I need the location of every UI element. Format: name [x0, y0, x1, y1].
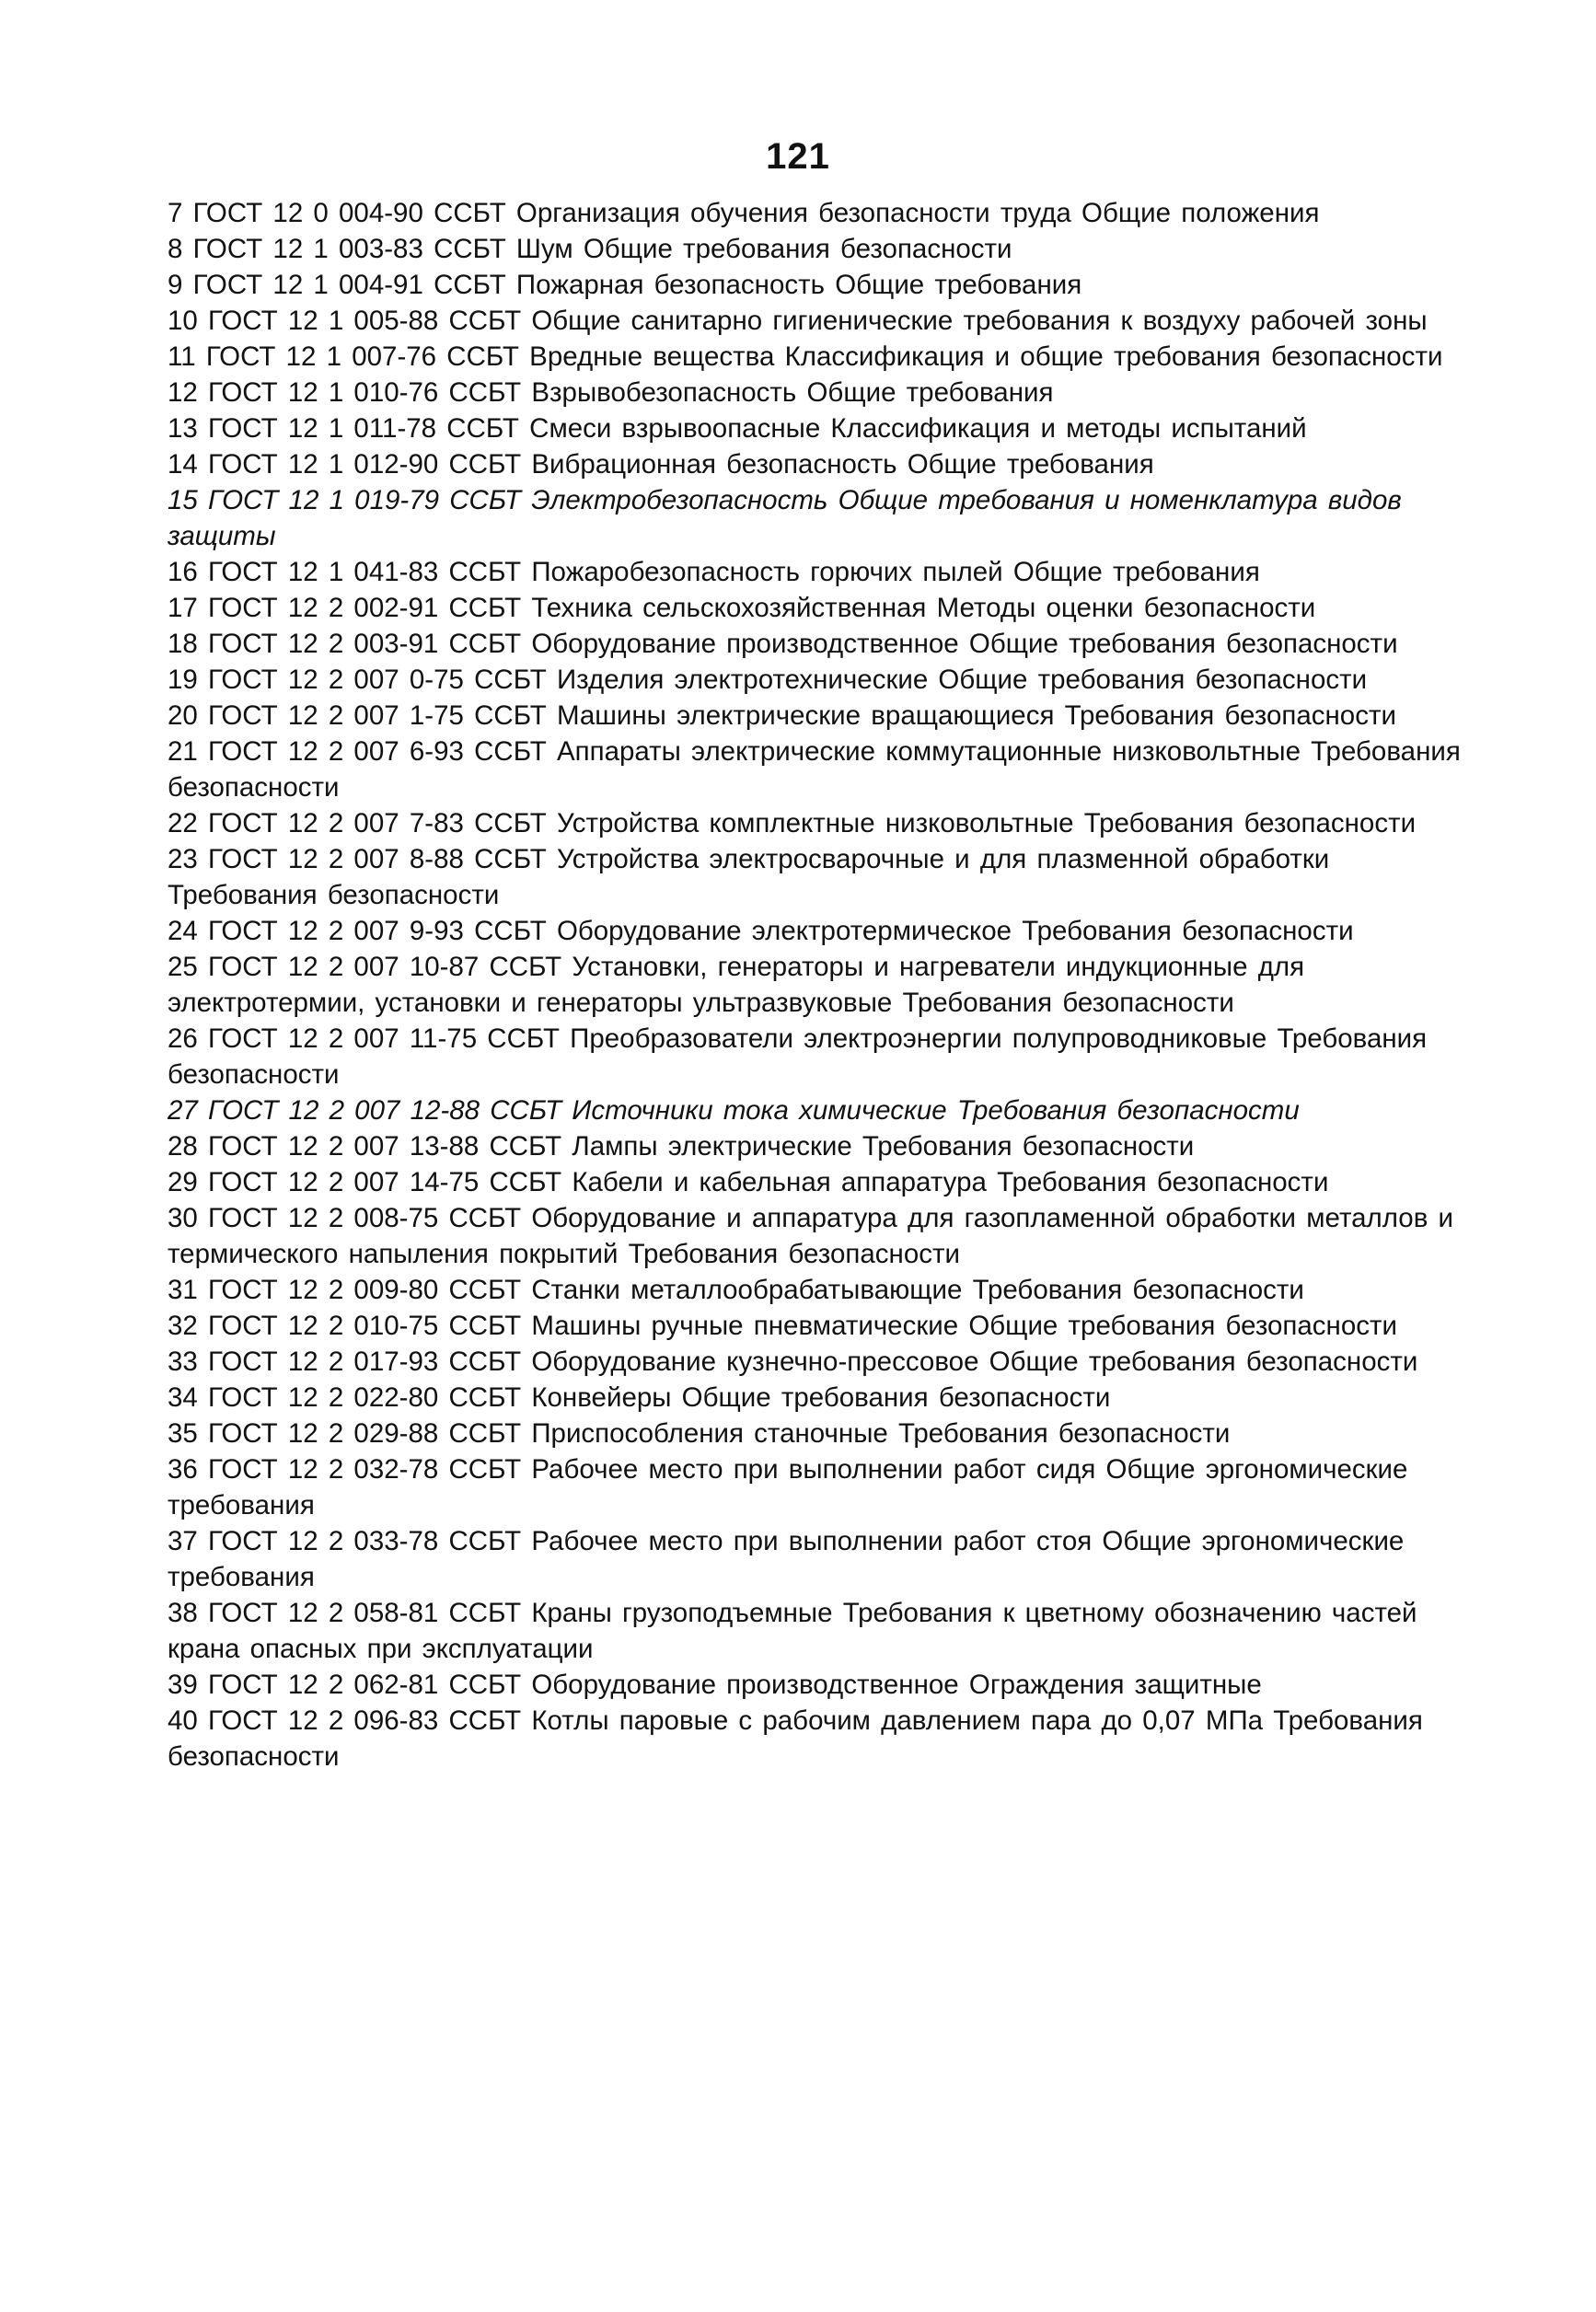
- list-item: 17 ГОСТ 12 2 002-91 ССБТ Техника сельскохозяйственная Методы оценки безопасности: [168, 593, 1316, 623]
- list-item: 25 ГОСТ 12 2 007 10-87 ССБТ Установки, генераторы и нагреватели индукционные для электротермии, установки и генераторы ультразвуковые Требования безопасности: [168, 952, 1305, 1018]
- list-item: 15 ГОСТ 12 1 019-79 ССБТ Электробезопасность Общие требования и номенклатура видов защиты: [168, 485, 1402, 551]
- page-number: 121: [766, 136, 830, 177]
- list-item: 30 ГОСТ 12 2 008-75 ССБТ Оборудование и аппаратура для газопламенной обработки металлов и термического напыления покрытий Требования безопасности: [168, 1203, 1454, 1269]
- list-item: 7 ГОСТ 12 0 004-90 ССБТ Организация обучения безопасности труда Общие положения: [168, 198, 1320, 228]
- list-item: 39 ГОСТ 12 2 062-81 ССБТ Оборудование производственное Ограждения защитные: [168, 1670, 1262, 1700]
- list-item: 31 ГОСТ 12 2 009-80 ССБТ Станки металлообрабатывающие Требования безопасности: [168, 1275, 1304, 1305]
- list-item: 26 ГОСТ 12 2 007 11-75 ССБТ Преобразователи электроэнергии полупроводниковые Требования безопасности: [168, 1023, 1428, 1090]
- list-item: 34 ГОСТ 12 2 022-80 ССБТ Конвейеры Общие требования безопасности: [168, 1382, 1111, 1413]
- list-item: 10 ГОСТ 12 1 005-88 ССБТ Общие санитарно гигиенические требования к воздуху рабочей зоны: [168, 306, 1428, 336]
- list-item: 37 ГОСТ 12 2 033-78 ССБТ Рабочее место при выполнении работ стоя Общие эргономические требования: [168, 1526, 1405, 1592]
- list-item: 18 ГОСТ 12 2 003-91 ССБТ Оборудование производственное Общие требования безопасности: [168, 629, 1398, 659]
- list-item: 28 ГОСТ 12 2 007 13-88 ССБТ Лампы электрические Требования безопасности: [168, 1131, 1195, 1162]
- list-item: 8 ГОСТ 12 1 003-83 ССБТ Шум Общие требования безопасности: [168, 234, 1012, 264]
- list-item: 14 ГОСТ 12 1 012-90 ССБТ Вибрационная безопасность Общие требования: [168, 449, 1154, 480]
- list-item: 11 ГОСТ 12 1 007-76 ССБТ Вредные вещества Классификация и общие требования безопасности: [168, 341, 1443, 372]
- list-item: 40 ГОСТ 12 2 096-83 ССБТ Котлы паровые с рабочим давлением пара до 0,07 МПа Требования безопасности: [168, 1705, 1423, 1772]
- list-item: 9 ГОСТ 12 1 004-91 ССБТ Пожарная безопасность Общие требования: [168, 270, 1082, 300]
- list-item: 22 ГОСТ 12 2 007 7-83 ССБТ Устройства комплектные низковольтные Требования безопасности: [168, 808, 1417, 838]
- list-item: 19 ГОСТ 12 2 007 0-75 ССБТ Изделия электротехнические Общие требования безопасности: [168, 665, 1368, 695]
- list-item: 32 ГОСТ 12 2 010-75 ССБТ Машины ручные пневматические Общие требования безопасности: [168, 1311, 1397, 1341]
- list-item: 24 ГОСТ 12 2 007 9-93 ССБТ Оборудование электротермическое Требования безопасности: [168, 916, 1354, 946]
- list-item: 23 ГОСТ 12 2 007 8-88 ССБТ Устройства электросварочные и для плазменной обработки Требования безопасности: [168, 844, 1330, 910]
- list-item: 29 ГОСТ 12 2 007 14-75 ССБТ Кабели и кабельная аппаратура Требования безопасности: [168, 1167, 1329, 1197]
- list-item: 38 ГОСТ 12 2 058-81 ССБТ Краны грузоподъемные Требования к цветному обозначению частей крана опасных при эксплуатации: [168, 1598, 1417, 1664]
- list-item: 21 ГОСТ 12 2 007 6-93 ССБТ Аппараты электрические коммутационные низковольтные Требования безопасности: [168, 736, 1461, 803]
- list-item: 27 ГОСТ 12 2 007 12-88 ССБТ Источники тока химические Требования безопасности: [168, 1095, 1300, 1126]
- list-item: 33 ГОСТ 12 2 017-93 ССБТ Оборудование кузнечно-прессовое Общие требования безопасности: [168, 1347, 1418, 1377]
- list-item: 20 ГОСТ 12 2 007 1-75 ССБТ Машины электрические вращающиеся Требования безопасности: [168, 700, 1396, 731]
- list-item: 13 ГОСТ 12 1 011-78 ССБТ Смеси взрывоопасные Классификация и методы испытаний: [168, 413, 1307, 444]
- list-item: 12 ГОСТ 12 1 010-76 ССБТ Взрывобезопасность Общие требования: [168, 377, 1054, 408]
- standards-list: [168, 195, 1465, 1774]
- list-item: 36 ГОСТ 12 2 032-78 ССБТ Рабочее место при выполнении работ сидя Общие эргономические требования: [168, 1454, 1408, 1520]
- list-item: 35 ГОСТ 12 2 029-88 ССБТ Приспособления станочные Требования безопасности: [168, 1418, 1231, 1449]
- list-item: 16 ГОСТ 12 1 041-83 ССБТ Пожаробезопасность горючих пылей Общие требования: [168, 557, 1260, 587]
